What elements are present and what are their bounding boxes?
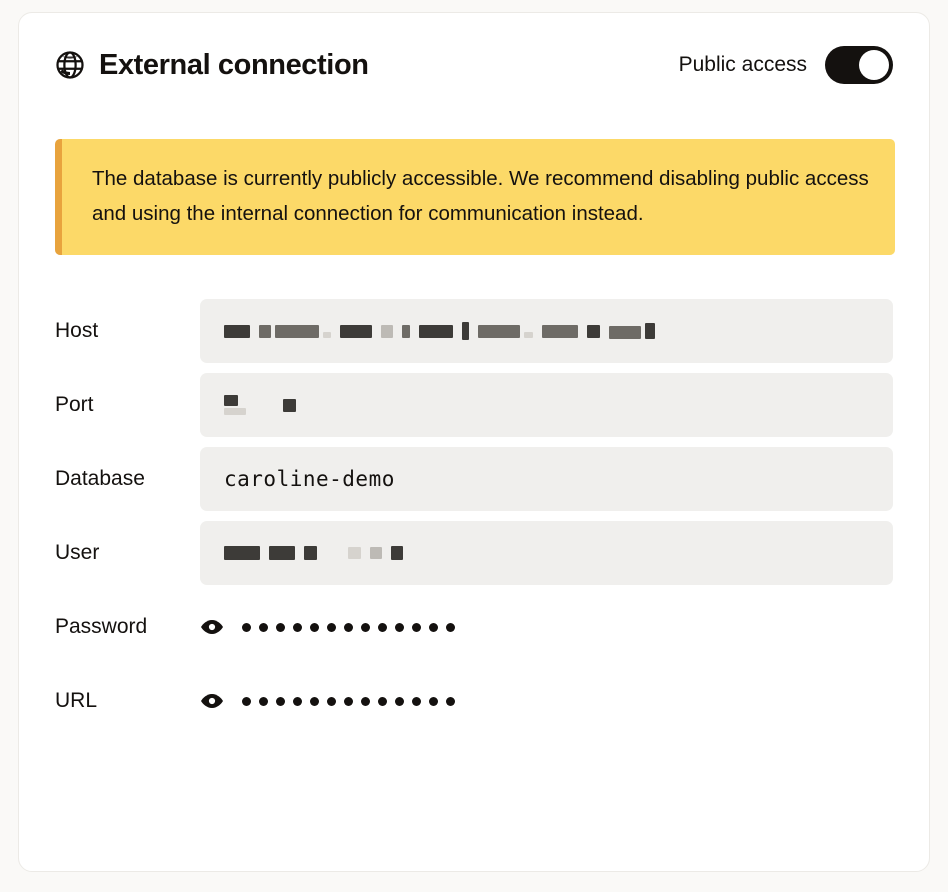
field-value-user[interactable] (200, 521, 893, 585)
external-connection-card (18, 12, 930, 872)
password-secret-row (200, 615, 455, 639)
url-secret-row (200, 689, 455, 713)
field-row-port (55, 373, 893, 437)
field-row-url (55, 669, 893, 733)
card-header (55, 13, 893, 117)
redacted-user-value (224, 542, 403, 564)
card-header-right (679, 46, 893, 84)
url-masked-dots (242, 697, 455, 706)
warning-text: The database is currently publicly accessible. We recommend disabling public access and using the internal connection for communication instead. (92, 167, 869, 225)
public-access-toggle[interactable] (825, 46, 893, 84)
page-title: External connection (99, 48, 369, 81)
field-label-database: Database (55, 467, 145, 490)
password-masked-dots (242, 623, 455, 632)
field-row-host (55, 299, 893, 363)
toggle-knob (859, 50, 889, 80)
field-value-password (200, 595, 893, 659)
field-row-database (55, 447, 893, 511)
globe-icon (55, 50, 85, 80)
card-header-left (55, 49, 369, 82)
public-access-label: Public access (678, 53, 807, 76)
redacted-host-value (224, 320, 655, 342)
redacted-port-value (224, 394, 296, 416)
field-label-user: User (55, 541, 100, 564)
connection-fields (55, 299, 893, 733)
field-value-host[interactable] (200, 299, 893, 363)
eye-icon[interactable] (200, 689, 224, 713)
field-label-host: Host (55, 319, 99, 342)
eye-icon[interactable] (200, 615, 224, 639)
public-access-warning-banner (55, 139, 895, 255)
field-value-port[interactable] (200, 373, 893, 437)
field-value-database[interactable]: caroline-demo (200, 447, 893, 511)
field-row-password (55, 595, 893, 659)
field-label-port: Port (55, 393, 94, 416)
field-row-user (55, 521, 893, 585)
field-label-url: URL (55, 689, 98, 712)
field-value-url (200, 669, 893, 733)
field-label-password: Password (55, 615, 148, 638)
